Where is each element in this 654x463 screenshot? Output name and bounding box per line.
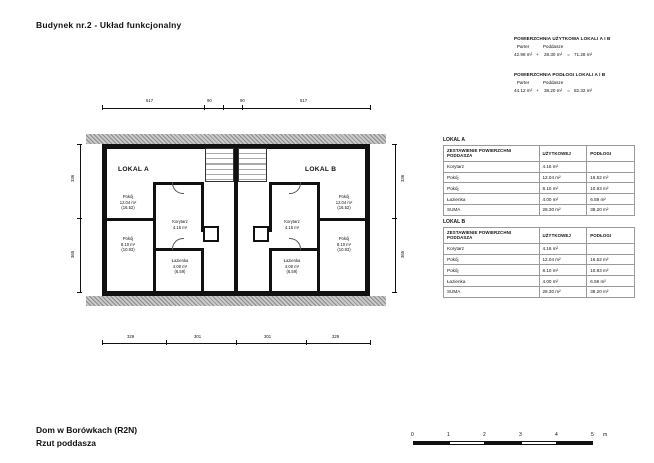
cell-floor: 10.93 m² — [587, 183, 635, 194]
dim-top-3: 90 — [240, 98, 245, 103]
cell-room: SUMA — [444, 286, 540, 297]
table-row — [444, 161, 635, 172]
floor-op2: = — [567, 88, 570, 94]
table-row-total — [444, 204, 635, 215]
usable-col1-label: Parter — [516, 43, 530, 49]
cell-room: Pokój — [444, 265, 540, 276]
scale-tick-2: 2 — [483, 432, 486, 438]
room-label-b-lazienka — [270, 258, 314, 275]
cell-floor: 16.52 m² — [587, 172, 635, 183]
dim-top-4: 517 — [300, 98, 308, 103]
room-label-b-korytarz — [270, 219, 314, 230]
room-usable: 8.10 m² — [336, 241, 352, 247]
door-swing-b-2 — [289, 238, 301, 250]
cell-room: Pokój — [444, 183, 540, 194]
shaft-inner-a — [205, 228, 217, 240]
hatched-band-top — [86, 134, 386, 144]
hatched-band-bottom — [86, 296, 386, 306]
room-floor: (16.52) — [337, 205, 351, 211]
table-lokal-a-label: LOKAL A — [443, 137, 465, 143]
cell-room: Łazienka — [444, 276, 540, 287]
usable-parter-value: 42.98 m² — [514, 52, 533, 58]
room-floor: (6.59) — [174, 269, 186, 275]
interior-wall-a-2 — [153, 182, 156, 296]
room-label-a-lazienka — [158, 258, 202, 275]
door-swing-b-1 — [289, 182, 301, 194]
door-swing-a-1 — [172, 182, 184, 194]
table-row-total — [444, 286, 635, 297]
lokal-b-col-usable: UŻYTKOWEJ — [539, 228, 587, 244]
floor-plan — [86, 130, 386, 320]
lokal-a-area-table — [443, 145, 635, 216]
dim-top-2: 90 — [207, 98, 212, 103]
room-name: Pokój — [122, 194, 134, 199]
interior-wall-a-1 — [107, 218, 155, 221]
dim-right-2: 365 — [400, 250, 405, 258]
project-name: Dom w Borówkach (R2N) — [36, 425, 138, 435]
floor-parter-value: 44.12 m² — [514, 88, 533, 94]
room-name: Łazienka — [171, 258, 189, 263]
room-usable: 4.16 m² — [172, 224, 188, 230]
interior-wall-b-1 — [317, 218, 365, 221]
view-name: Rzut poddasza — [36, 438, 96, 448]
dim-bottom-4: 329 — [332, 334, 340, 339]
unit-b-label: LOKAL B — [305, 166, 337, 173]
cell-usable: 4.00 m² — [539, 276, 587, 287]
cell-room: Łazienka — [444, 194, 540, 205]
dim-top-1: 517 — [146, 98, 154, 103]
dim-bottom-3: 301 — [264, 334, 272, 339]
room-floor: (6.59) — [286, 269, 298, 275]
room-label-a-pokoj-2 — [104, 236, 152, 253]
cell-usable: 12.04 m² — [539, 254, 587, 265]
room-label-b-pokoj-1 — [320, 194, 368, 211]
dim-right-1: 336 — [400, 174, 405, 182]
dim-left-2: 365 — [70, 250, 75, 258]
room-name: Korytarz — [284, 219, 300, 224]
table-row — [444, 243, 635, 254]
room-label-a-pokoj-1 — [104, 194, 152, 211]
unit-a-label: LOKAL A — [118, 166, 150, 173]
floor-op1: + — [536, 88, 539, 94]
cell-floor: 6.59 m² — [587, 276, 635, 287]
staircase-a — [205, 148, 234, 182]
scale-tick-3: 3 — [519, 432, 522, 438]
cell-usable: 12.04 m² — [539, 172, 587, 183]
floor-total-value: 82.32 m² — [573, 88, 593, 94]
room-name: Łazienka — [283, 258, 301, 263]
room-floor: (10.93) — [121, 247, 135, 253]
scale-tick-1: 1 — [447, 432, 450, 438]
table-lokal-a — [443, 137, 635, 216]
cell-floor: 16.52 m² — [587, 254, 635, 265]
cell-floor — [587, 161, 635, 172]
scale-unit: m — [603, 432, 608, 438]
cell-room: Korytarz — [444, 243, 540, 254]
table-row — [444, 194, 635, 205]
room-name: Pokój — [122, 236, 134, 241]
cell-usable: 28.30 m² — [539, 204, 587, 215]
floor-poddasze-value: 38.20 m² — [543, 88, 563, 94]
cell-usable: 8.10 m² — [539, 183, 587, 194]
table-lokal-b-label: LOKAL B — [443, 219, 466, 225]
usable-poddasze-value: 28.30 m² — [543, 52, 563, 58]
room-usable: 4.00 m² — [284, 263, 300, 269]
dim-bottom-1: 329 — [127, 334, 135, 339]
cell-floor: 38.20 m² — [587, 204, 635, 215]
room-name: Korytarz — [172, 219, 188, 224]
usable-op1: + — [536, 52, 539, 58]
cell-usable: 4.00 m² — [539, 194, 587, 205]
cell-usable: 4.16 m² — [539, 243, 587, 254]
cell-usable: 8.10 m² — [539, 265, 587, 276]
lokal-a-col-usable: UŻYTKOWEJ — [539, 146, 587, 162]
dim-bottom-2: 301 — [194, 334, 202, 339]
room-name: Pokój — [338, 236, 350, 241]
cell-room: Pokój — [444, 172, 540, 183]
table-row — [444, 172, 635, 183]
dim-left-1: 336 — [70, 174, 75, 182]
room-name: Pokój — [338, 194, 350, 199]
floor-col1-label: Parter — [516, 79, 530, 85]
floor-area-summary — [514, 72, 605, 96]
lokal-a-col-floor: PODŁOGI — [587, 146, 635, 162]
cell-floor: 10.93 m² — [587, 265, 635, 276]
floor-col2-label: Poddasze — [542, 79, 564, 85]
scale-tick-0: 0 — [411, 432, 414, 438]
door-swing-a-2 — [172, 238, 184, 250]
room-floor: (10.93) — [337, 247, 351, 253]
room-usable: 4.16 m² — [284, 224, 300, 230]
usable-area-summary — [514, 36, 610, 60]
usable-op2: = — [567, 52, 570, 58]
cell-usable: 4.16 m² — [539, 161, 587, 172]
usable-area-table — [514, 43, 596, 60]
lokal-a-col-name: ZESTAWIENIE POWIERZCHNI PODDASZA — [444, 146, 540, 162]
table-row — [444, 276, 635, 287]
cell-floor: 38.20 m² — [587, 286, 635, 297]
lokal-b-area-table — [443, 227, 635, 298]
room-usable: 12.04 m² — [335, 199, 353, 205]
room-label-a-korytarz — [158, 219, 202, 230]
cell-usable: 28.30 m² — [539, 286, 587, 297]
cell-floor: 6.59 m² — [587, 194, 635, 205]
room-label-b-pokoj-2 — [320, 236, 368, 253]
scale-tick-4: 4 — [555, 432, 558, 438]
cell-floor — [587, 243, 635, 254]
scale-tick-5: 5 — [591, 432, 594, 438]
table-lokal-b — [443, 219, 635, 298]
cell-room: Korytarz — [444, 161, 540, 172]
room-usable: 12.04 m² — [119, 199, 137, 205]
cell-room: SUMA — [444, 204, 540, 215]
usable-col2-label: Poddasze — [542, 43, 564, 49]
table-row — [444, 265, 635, 276]
usable-area-heading: POWIERZCHNIA UŻYTKOWA LOKALI A I B — [514, 36, 611, 41]
table-row — [444, 254, 635, 265]
staircase-b — [238, 148, 267, 182]
lokal-b-col-name: ZESTAWIENIE POWIERZCHNI PODDASZA — [444, 228, 540, 244]
exterior-wall-right — [365, 144, 370, 296]
room-usable: 8.10 m² — [120, 241, 136, 247]
page-title: Budynek nr.2 - Układ funkcjonalny — [36, 20, 182, 30]
usable-total-value: 71.28 m² — [573, 52, 593, 58]
lokal-b-col-floor: PODŁOGI — [587, 228, 635, 244]
shaft-inner-b — [255, 228, 267, 240]
room-usable: 4.00 m² — [172, 263, 188, 269]
cell-room: Pokój — [444, 254, 540, 265]
floor-area-heading: POWIERZCHNIA PODŁOGI LOKALI A I B — [514, 72, 606, 77]
room-floor: (16.52) — [121, 205, 135, 211]
floor-area-table — [514, 79, 596, 96]
table-row — [444, 183, 635, 194]
